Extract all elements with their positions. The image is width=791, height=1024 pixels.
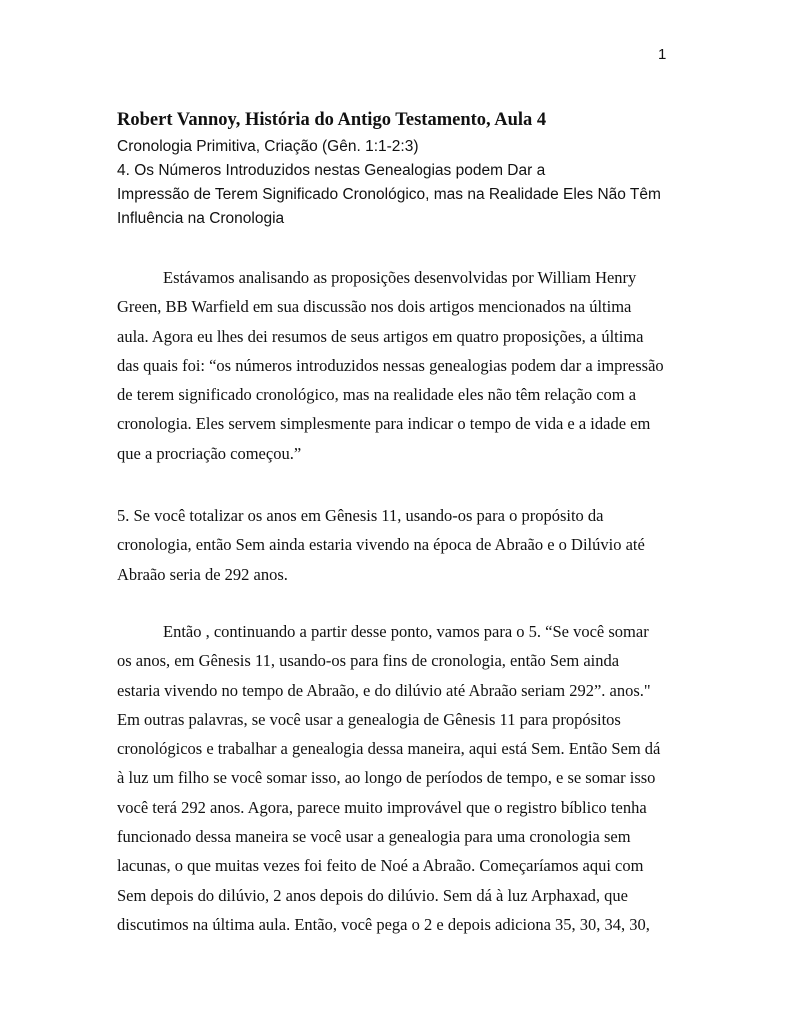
paragraph-line: aula. Agora eu lhes dei resumos de seus artigos em quatro proposições, a última bbox=[117, 326, 644, 346]
paragraph-line: 5. Se você totalizar os anos em Gênesis 11, usando-os para o propósito da bbox=[117, 506, 604, 525]
paragraph-line: discutimos na última aula. Então, você pega o 2 e depois adiciona 35, 30, 34, 30, bbox=[117, 914, 650, 934]
paragraph-discussion bbox=[117, 617, 685, 939]
paragraph-line: Green, BB Warfield em sua discussão nos dois artigos mencionados na última bbox=[117, 297, 632, 317]
paragraph-line: os anos, em Gênesis 11, usando-os para fins de cronologia, então Sem ainda bbox=[117, 651, 620, 671]
paragraph-line: você terá 292 anos. Agora, parece muito improvável que o registro bíblico tenha bbox=[117, 797, 647, 817]
paragraph-line: cronologia. Eles servem simplesmente para indicar o tempo de vida e a idade em bbox=[117, 414, 651, 434]
section-heading-line: 4. Os Números Introduzidos nestas Genealogias podem Dar a bbox=[117, 162, 546, 179]
section-heading-line: Influência na Cronologia bbox=[117, 210, 285, 227]
document-header bbox=[117, 107, 697, 231]
page-number: 1 bbox=[658, 46, 667, 63]
paragraph-line: à luz um filho se você somar isso, ao longo de períodos de tempo, e se somar isso bbox=[117, 768, 656, 788]
paragraph-line: lacunas, o que muitas vezes foi feito de Noé a Abraão. Começaríamos aqui com bbox=[117, 856, 644, 876]
paragraph-line: Sem depois do dilúvio, 2 anos depois do dilúvio. Sem dá à luz Arphaxad, que bbox=[117, 885, 628, 905]
paragraph-line: de terem significado cronológico, mas na realidade eles não têm relação com a bbox=[117, 385, 637, 405]
paragraph-line: estaria vivendo no tempo de Abraão, e do dilúvio até Abraão seriam 292”. anos." bbox=[117, 680, 651, 700]
paragraph-line: cronológicos e trabalhar a genealogia dessa maneira, aqui está Sem. Então Sem dá bbox=[117, 739, 661, 759]
document-subtitle: Cronologia Primitiva, Criação (Gên. 1:1-2:3) bbox=[117, 138, 419, 155]
paragraph-proposition-5 bbox=[117, 501, 685, 589]
paragraph-line: que a procriação começou.” bbox=[117, 443, 302, 463]
paragraph-line: funcionado dessa maneira se você usar a genealogia para uma cronologia sem bbox=[117, 827, 631, 847]
paragraph-line: cronologia, então Sem ainda estaria vivendo na época de Abraão e o Dilúvio até bbox=[117, 535, 645, 555]
paragraph-line: Em outras palavras, se você usar a genealogia de Gênesis 11 para propósitos bbox=[117, 709, 621, 729]
section-heading-line: Impressão de Terem Significado Cronológico, mas na Realidade Eles Não Têm bbox=[117, 186, 661, 203]
paragraph-intro bbox=[117, 263, 685, 468]
paragraph-line: das quais foi: “os números introduzidos nessas genealogias podem dar a impressão bbox=[117, 355, 664, 375]
paragraph-line: Estávamos analisando as proposições desenvolvidas por William Henry bbox=[163, 268, 637, 287]
paragraph-line: Então , continuando a partir desse ponto, vamos para o 5. “Se você somar bbox=[163, 622, 649, 641]
document-title: Robert Vannoy, História do Antigo Testamento, Aula 4 bbox=[117, 110, 547, 130]
paragraph-line: Abraão seria de 292 anos. bbox=[117, 564, 288, 584]
